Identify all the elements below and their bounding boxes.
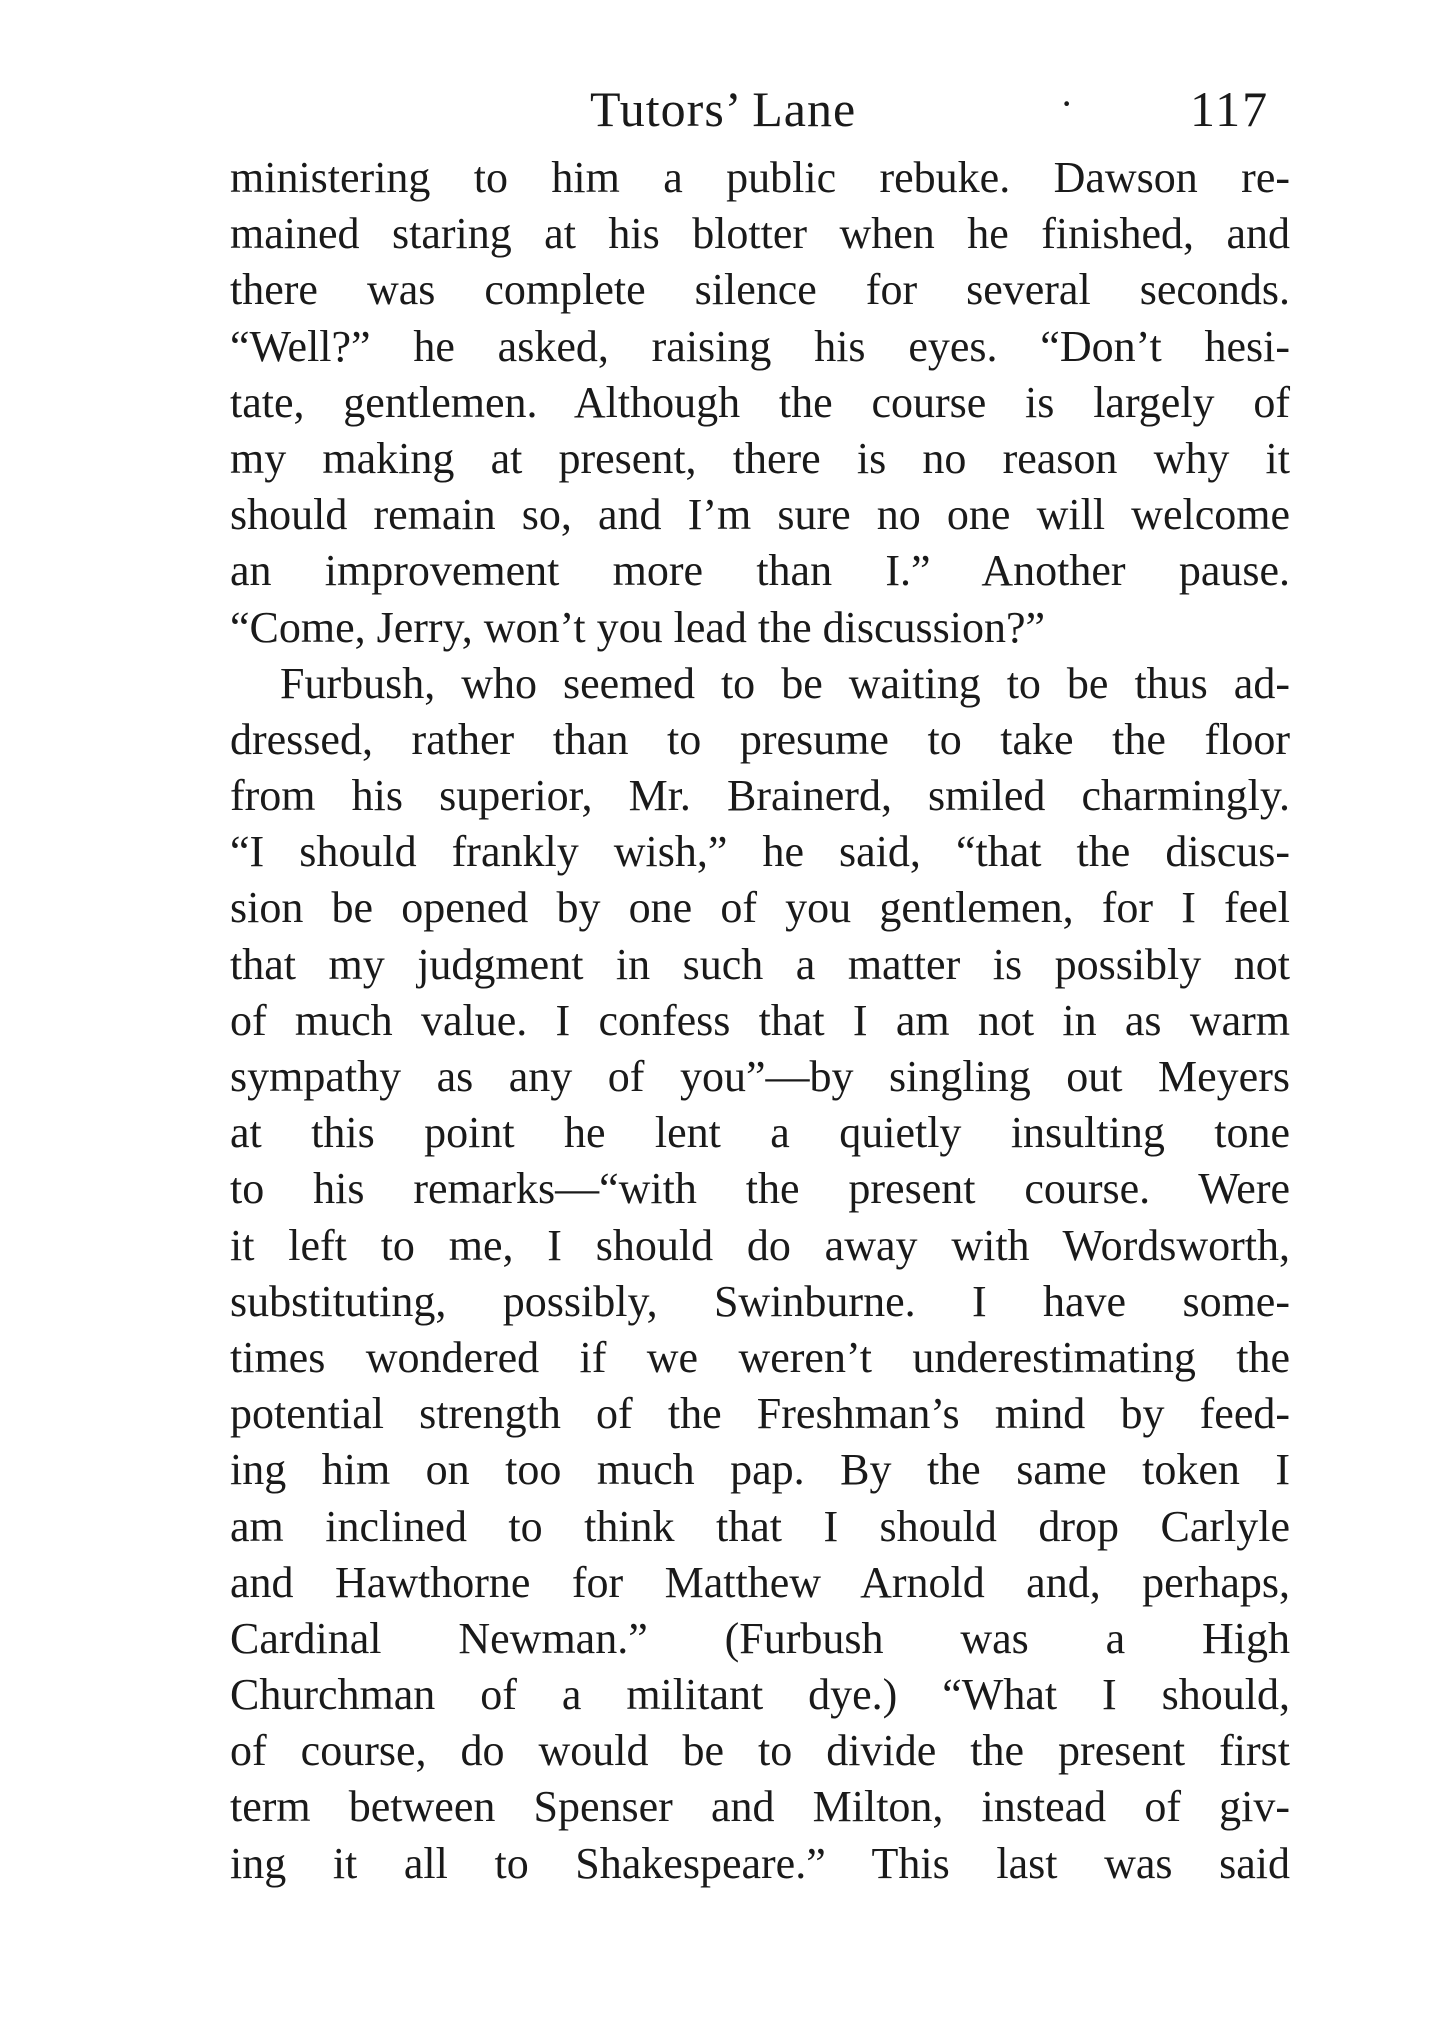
text-line: that my judgment in such a matter is possibly not <box>230 939 1290 989</box>
text-line: to his remarks—“with the present course. Were <box>230 1164 1290 1214</box>
text-line: at this point he lent a quietly insulting tone <box>230 1108 1290 1158</box>
text-line: should remain so, and I’m sure no one will welcome <box>230 490 1290 540</box>
text-line: ing him on too much pap. By the same token I <box>230 1445 1290 1495</box>
text-line: from his superior, Mr. Brainerd, smiled charmingly. <box>230 771 1290 821</box>
text-line: “I should frankly wish,” he said, “that the discus- <box>230 827 1290 877</box>
text-line: it left to me, I should do away with Wordsworth, <box>230 1220 1290 1270</box>
running-head <box>590 80 1290 150</box>
text-line: mained staring at his blotter when he finished, and <box>230 209 1290 259</box>
text-line: of course, do would be to divide the present first <box>230 1726 1290 1776</box>
running-title: Tutors’ Lane <box>590 81 857 137</box>
text-line: term between Spenser and Milton, instead of giv- <box>230 1782 1290 1832</box>
text-line: dressed, rather than to presume to take the floor <box>230 714 1290 764</box>
text-line: Churchman of a militant dye.) “What I should, <box>230 1670 1290 1720</box>
page-number: 117 <box>1190 81 1270 137</box>
text-line: of much value. I confess that I am not in as warm <box>230 995 1290 1045</box>
text-line: tate, gentlemen. Although the course is largely of <box>230 377 1290 427</box>
text-line: “Well?” he asked, raising his eyes. “Don’t hesi- <box>230 321 1290 371</box>
text-line: Cardinal Newman.” (Furbush was a High <box>230 1613 1290 1663</box>
text-line: “Come, Jerry, won’t you lead the discussion?” <box>230 602 1046 652</box>
text-line: an improvement more than I.” Another pause. <box>230 546 1290 596</box>
text-line: times wondered if we weren’t underestimating the <box>230 1332 1290 1382</box>
paragraph-start-line: Furbush, who seemed to be waiting to be thus ad- <box>280 658 1290 708</box>
body-text <box>230 150 1290 1892</box>
text-line: sion be opened by one of you gentlemen, for I feel <box>230 883 1290 933</box>
text-line: and Hawthorne for Matthew Arnold and, perhaps, <box>230 1557 1290 1607</box>
text-line: am inclined to think that I should drop Carlyle <box>230 1501 1290 1551</box>
text-line: there was complete silence for several seconds. <box>230 265 1290 315</box>
text-line: ministering to him a public rebuke. Dawson re- <box>230 153 1290 202</box>
text-line: potential strength of the Freshman’s mind by feed- <box>230 1389 1290 1439</box>
running-head-mark: · <box>1060 81 1074 126</box>
text-line: ing it all to Shakespeare.” This last was said <box>230 1838 1290 1888</box>
text-line: sympathy as any of you”—by singling out Meyers <box>230 1052 1290 1101</box>
text-line: substituting, possibly, Swinburne. I have some- <box>230 1276 1290 1326</box>
text-line: my making at present, there is no reason why it <box>230 433 1290 483</box>
